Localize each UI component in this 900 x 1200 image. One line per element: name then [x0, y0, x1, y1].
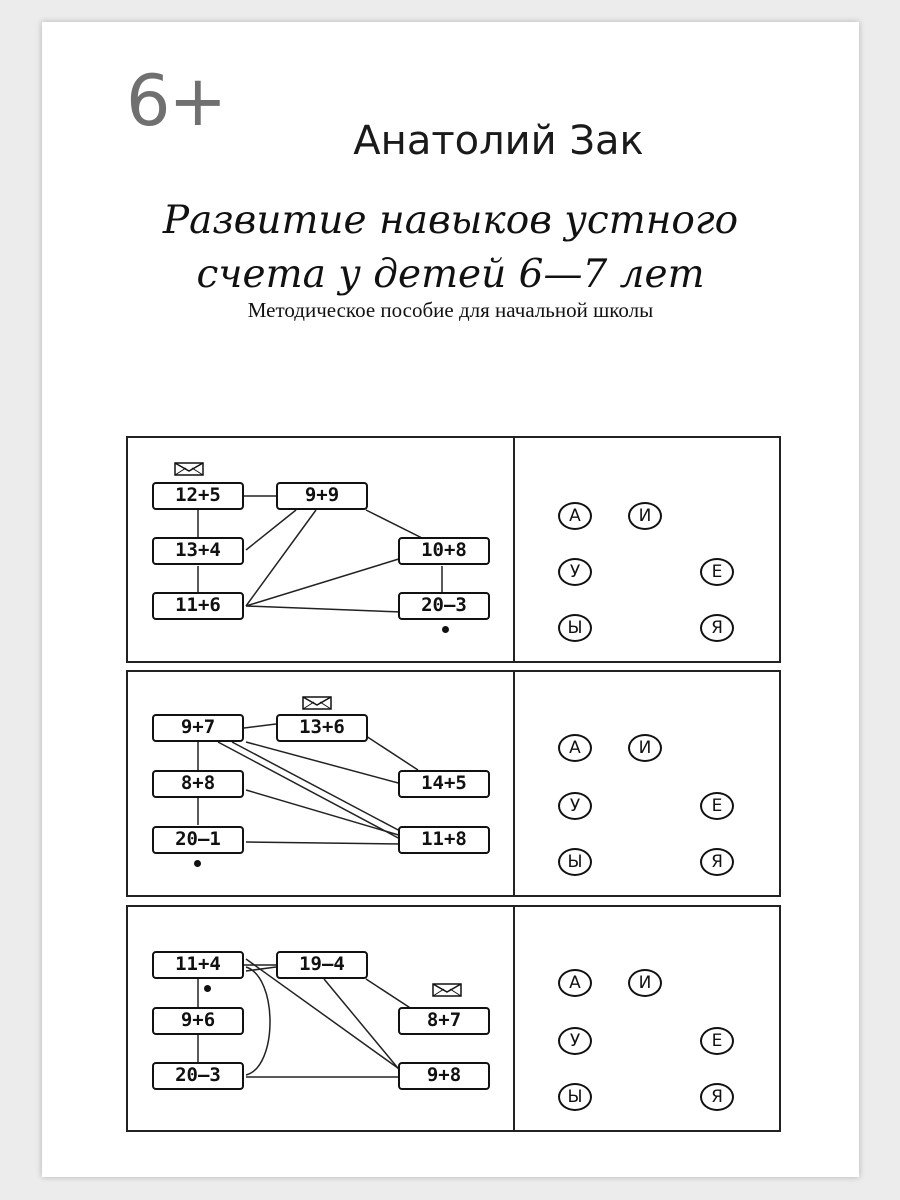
letter-circle: У	[558, 558, 592, 586]
expression-box: 8+7	[398, 1007, 490, 1035]
envelope-icon	[432, 983, 462, 997]
expression-box: 13+6	[276, 714, 368, 742]
puzzle-panel-3	[126, 905, 781, 1132]
letter-circle: И	[628, 969, 662, 997]
letter-circle: И	[628, 734, 662, 762]
letter-circle: У	[558, 1027, 592, 1055]
panel-divider	[513, 672, 515, 895]
expression-box: 9+6	[152, 1007, 244, 1035]
expression-box: 11+4	[152, 951, 244, 979]
expression-box: 9+9	[276, 482, 368, 510]
dot-icon	[442, 626, 449, 633]
expression-box: 13+4	[152, 537, 244, 565]
expression-box: 11+8	[398, 826, 490, 854]
letter-circle: Я	[700, 1083, 734, 1111]
expression-box: 11+6	[152, 592, 244, 620]
expression-box: 8+8	[152, 770, 244, 798]
expression-box: 20–1	[152, 826, 244, 854]
letter-circle: Я	[700, 848, 734, 876]
puzzle-panel-1	[126, 436, 781, 663]
expression-box: 20–3	[398, 592, 490, 620]
panel-divider	[513, 907, 515, 1130]
envelope-icon	[302, 696, 332, 710]
expression-box: 14+5	[398, 770, 490, 798]
letter-circle: Е	[700, 792, 734, 820]
letter-circle: Я	[700, 614, 734, 642]
letter-circle: И	[628, 502, 662, 530]
puzzle-panel-2	[126, 670, 781, 897]
envelope-icon	[174, 462, 204, 476]
book-title	[42, 194, 859, 302]
letter-circle: Е	[700, 558, 734, 586]
book-subtitle: Методическое пособие для начальной школы	[247, 298, 654, 322]
dot-icon	[194, 860, 201, 867]
dot-icon	[204, 985, 211, 992]
letter-circle: А	[558, 734, 592, 762]
book-cover	[42, 22, 859, 1177]
age-rating: 6+	[126, 60, 226, 142]
letter-circle: Ы	[558, 848, 592, 876]
expression-box: 10+8	[398, 537, 490, 565]
author-name: Анатолий Зак	[353, 118, 644, 164]
expression-box: 9+7	[152, 714, 244, 742]
expression-box: 9+8	[398, 1062, 490, 1090]
title-line-1: Развитие навыков устного	[162, 198, 739, 243]
letter-circle: А	[558, 502, 592, 530]
letter-circle: Е	[700, 1027, 734, 1055]
expression-box: 19–4	[276, 951, 368, 979]
title-line-2: счета у детей 6—7 лет	[196, 252, 705, 297]
panel-divider	[513, 438, 515, 661]
letter-circle: Ы	[558, 614, 592, 642]
expression-box: 20–3	[152, 1062, 244, 1090]
letter-circle: А	[558, 969, 592, 997]
letter-circle: Ы	[558, 1083, 592, 1111]
expression-box: 12+5	[152, 482, 244, 510]
letter-circle: У	[558, 792, 592, 820]
